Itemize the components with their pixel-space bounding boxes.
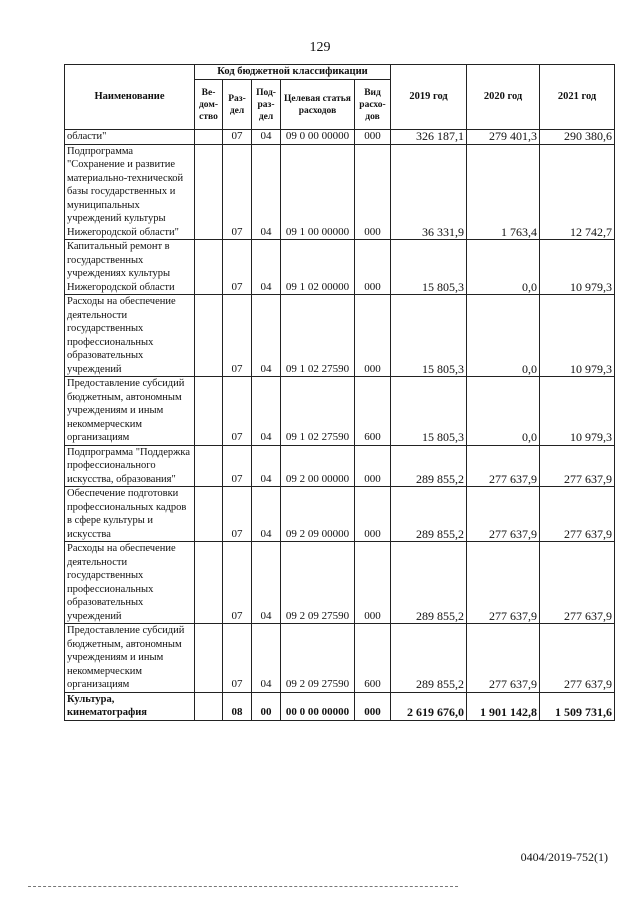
row-2019: 36 331,9 (391, 144, 467, 240)
row-vid: 000 (355, 130, 391, 145)
row-celevaya: 09 2 00 00000 (281, 445, 355, 487)
row-name: области" (65, 130, 195, 145)
row-2020: 0,0 (467, 295, 540, 377)
total-2019: 2 619 676,0 (391, 692, 467, 720)
row-2019: 15 805,3 (391, 240, 467, 295)
row-vid: 000 (355, 487, 391, 542)
row-podrazdel: 04 (252, 377, 281, 446)
row-2019: 289 855,2 (391, 542, 467, 624)
row-podrazdel: 04 (252, 144, 281, 240)
row-name: Расходы на обеспечение деятельности государственных профессиональных образовательных учреждений (65, 295, 195, 377)
row-2021: 277 637,9 (540, 445, 615, 487)
row-podrazdel: 04 (252, 445, 281, 487)
total-vedomstvo (195, 692, 223, 720)
table-row (65, 130, 615, 145)
row-razdel: 07 (223, 445, 252, 487)
row-razdel: 07 (223, 377, 252, 446)
row-vid: 000 (355, 295, 391, 377)
row-razdel: 07 (223, 487, 252, 542)
row-razdel: 07 (223, 295, 252, 377)
row-name: Подпрограмма "Поддержка профессионального искусства, образования" (65, 445, 195, 487)
total-2020: 1 901 142,8 (467, 692, 540, 720)
total-name: Культура, кинематография (65, 692, 195, 720)
row-2019: 15 805,3 (391, 295, 467, 377)
col-header-celevaya: Целевая статья расходов (281, 80, 355, 130)
row-2020: 0,0 (467, 240, 540, 295)
budget-table (64, 64, 615, 721)
row-razdel: 07 (223, 144, 252, 240)
col-header-razdel: Раз-дел (223, 80, 252, 130)
col-header-vid: Вид расхо-дов (355, 80, 391, 130)
row-name: Предоставление субсидий бюджетным, автономным учреждениям и иным некоммерческим организациям (65, 377, 195, 446)
table-row (65, 487, 615, 542)
table-row (65, 240, 615, 295)
row-2021: 10 979,3 (540, 240, 615, 295)
total-2021: 1 509 731,6 (540, 692, 615, 720)
total-vid: 000 (355, 692, 391, 720)
row-celevaya: 09 1 02 27590 (281, 295, 355, 377)
row-vedomstvo (195, 144, 223, 240)
total-row (65, 692, 615, 720)
col-header-podrazdel: Под-раз-дел (252, 80, 281, 130)
row-name: Расходы на обеспечение деятельности государственных профессиональных образовательных учреждений (65, 542, 195, 624)
row-2019: 15 805,3 (391, 377, 467, 446)
table-row (65, 295, 615, 377)
row-2020: 277 637,9 (467, 487, 540, 542)
row-2021: 10 979,3 (540, 377, 615, 446)
row-vedomstvo (195, 130, 223, 145)
row-2019: 289 855,2 (391, 624, 467, 693)
row-celevaya: 09 2 09 27590 (281, 624, 355, 693)
row-celevaya: 09 0 00 00000 (281, 130, 355, 145)
row-razdel: 07 (223, 542, 252, 624)
page-number: 129 (309, 40, 331, 55)
row-2021: 277 637,9 (540, 487, 615, 542)
row-podrazdel: 04 (252, 624, 281, 693)
row-2019: 289 855,2 (391, 445, 467, 487)
row-podrazdel: 04 (252, 295, 281, 377)
row-razdel: 07 (223, 130, 252, 145)
row-2020: 277 637,9 (467, 542, 540, 624)
table-row (65, 624, 615, 693)
row-vid: 000 (355, 542, 391, 624)
row-celevaya: 09 1 02 00000 (281, 240, 355, 295)
row-name: Подпрограмма "Сохранение и развитие материально-технической базы государственных и муниципальных учреждений культуры Нижегородской области" (65, 144, 195, 240)
row-2020: 279 401,3 (467, 130, 540, 145)
row-vid: 000 (355, 445, 391, 487)
col-header-2020: 2020 год (467, 65, 540, 130)
row-name: Обеспечение подготовки профессиональных кадров в сфере культуры и искусства (65, 487, 195, 542)
col-header-2019: 2019 год (391, 65, 467, 130)
table-row (65, 144, 615, 240)
row-2020: 1 763,4 (467, 144, 540, 240)
row-vid: 000 (355, 144, 391, 240)
row-razdel: 07 (223, 624, 252, 693)
row-celevaya: 09 1 02 27590 (281, 377, 355, 446)
col-header-2021: 2021 год (540, 65, 615, 130)
table-row (65, 445, 615, 487)
row-celevaya: 09 2 09 27590 (281, 542, 355, 624)
row-vedomstvo (195, 295, 223, 377)
row-vedomstvo (195, 445, 223, 487)
row-name: Капитальный ремонт в государственных учреждениях культуры Нижегородской области (65, 240, 195, 295)
row-vedomstvo (195, 624, 223, 693)
row-vid: 000 (355, 240, 391, 295)
col-header-name: Наименование (65, 65, 195, 130)
row-vedomstvo (195, 240, 223, 295)
total-celevaya: 00 0 00 00000 (281, 692, 355, 720)
row-celevaya: 09 1 00 00000 (281, 144, 355, 240)
table-row (65, 542, 615, 624)
row-2021: 10 979,3 (540, 295, 615, 377)
row-celevaya: 09 2 09 00000 (281, 487, 355, 542)
document-code: 0404/2019-752(1) (520, 850, 608, 864)
row-vedomstvo (195, 542, 223, 624)
footer-divider (28, 886, 458, 887)
row-2019: 326 187,1 (391, 130, 467, 145)
row-2021: 277 637,9 (540, 624, 615, 693)
row-2020: 277 637,9 (467, 624, 540, 693)
table-row (65, 377, 615, 446)
row-vid: 600 (355, 377, 391, 446)
row-2020: 277 637,9 (467, 445, 540, 487)
row-2021: 290 380,6 (540, 130, 615, 145)
row-vid: 600 (355, 624, 391, 693)
row-2020: 0,0 (467, 377, 540, 446)
header-row-1 (65, 65, 615, 80)
col-header-vedomstvo: Ве-дом-ство (195, 80, 223, 130)
col-header-code-group: Код бюджетной классификации (195, 65, 391, 80)
row-vedomstvo (195, 377, 223, 446)
row-vedomstvo (195, 487, 223, 542)
total-podrazdel: 00 (252, 692, 281, 720)
row-2019: 289 855,2 (391, 487, 467, 542)
row-podrazdel: 04 (252, 130, 281, 145)
row-podrazdel: 04 (252, 240, 281, 295)
row-2021: 277 637,9 (540, 542, 615, 624)
row-name: Предоставление субсидий бюджетным, автономным учреждениям и иным некоммерческим организациям (65, 624, 195, 693)
row-podrazdel: 04 (252, 487, 281, 542)
row-razdel: 07 (223, 240, 252, 295)
row-2021: 12 742,7 (540, 144, 615, 240)
row-podrazdel: 04 (252, 542, 281, 624)
total-razdel: 08 (223, 692, 252, 720)
